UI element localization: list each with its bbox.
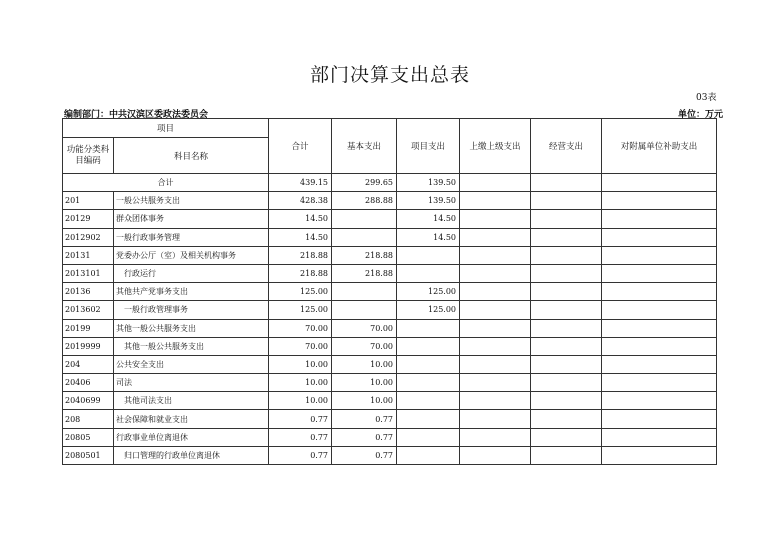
row-upper (460, 446, 531, 464)
row-total: 0.77 (269, 410, 332, 428)
table-row (63, 264, 717, 282)
header-total: 合计 (269, 119, 332, 174)
table-row (63, 228, 717, 246)
header-operating: 经营支出 (531, 119, 602, 174)
page-title: 部门决算支出总表 (309, 64, 470, 86)
table-row (63, 428, 717, 446)
header-item: 项目 (63, 119, 269, 138)
row-upper (460, 355, 531, 373)
row-name: 群众团体事务 (114, 210, 269, 228)
row-code: 2040699 (63, 392, 114, 410)
row-upper (460, 410, 531, 428)
row-basic: 10.00 (332, 392, 397, 410)
row-subsidy (602, 392, 717, 410)
row-code: 2013602 (63, 301, 114, 319)
header-func-code: 功能分类科目编码 (63, 138, 114, 174)
row-project: 125.00 (397, 301, 460, 319)
total-total: 439.15 (269, 174, 332, 192)
row-name: 其他司法支出 (114, 392, 269, 410)
row-name: 党委办公厅（室）及相关机构事务 (114, 246, 269, 264)
row-project (397, 428, 460, 446)
row-code: 20805 (63, 428, 114, 446)
row-upper (460, 210, 531, 228)
row-total: 14.50 (269, 228, 332, 246)
header-upper: 上缴上级支出 (460, 119, 531, 174)
row-total: 125.00 (269, 301, 332, 319)
row-project: 14.50 (397, 210, 460, 228)
row-code: 2019999 (63, 337, 114, 355)
row-project: 139.50 (397, 192, 460, 210)
total-project: 139.50 (397, 174, 460, 192)
row-basic: 0.77 (332, 428, 397, 446)
row-name: 行政事业单位离退休 (114, 428, 269, 446)
row-project: 14.50 (397, 228, 460, 246)
row-name: 行政运行 (114, 264, 269, 282)
table-row (63, 283, 717, 301)
row-operating (531, 228, 602, 246)
row-name: 社会保障和就业支出 (114, 410, 269, 428)
row-upper (460, 283, 531, 301)
row-code: 20129 (63, 210, 114, 228)
row-project (397, 410, 460, 428)
row-total: 125.00 (269, 283, 332, 301)
total-basic: 299.65 (332, 174, 397, 192)
row-operating (531, 337, 602, 355)
row-operating (531, 410, 602, 428)
table-row (63, 374, 717, 392)
row-project (397, 337, 460, 355)
row-subsidy (602, 210, 717, 228)
table-row (63, 192, 717, 210)
row-total: 14.50 (269, 210, 332, 228)
row-code: 20131 (63, 246, 114, 264)
row-code: 20136 (63, 283, 114, 301)
row-upper (460, 337, 531, 355)
row-project (397, 264, 460, 282)
row-name: 其他共产党事务支出 (114, 283, 269, 301)
row-upper (460, 428, 531, 446)
row-operating (531, 392, 602, 410)
table-row (63, 301, 717, 319)
row-project (397, 392, 460, 410)
row-project (397, 446, 460, 464)
row-basic: 218.88 (332, 246, 397, 264)
row-project (397, 319, 460, 337)
row-subsidy (602, 301, 717, 319)
row-name: 归口管理的行政单位离退休 (114, 446, 269, 464)
row-subsidy (602, 319, 717, 337)
total-upper (460, 174, 531, 192)
row-project (397, 246, 460, 264)
department-label: 编制部门：中共汉滨区委政法委员会 (64, 110, 209, 120)
row-operating (531, 210, 602, 228)
row-basic: 288.88 (332, 192, 397, 210)
row-name: 一般公共服务支出 (114, 192, 269, 210)
row-subsidy (602, 410, 717, 428)
header-subject-name: 科目名称 (114, 138, 269, 174)
row-upper (460, 374, 531, 392)
row-total: 428.38 (269, 192, 332, 210)
row-code: 2080501 (63, 446, 114, 464)
row-total: 218.88 (269, 246, 332, 264)
row-name: 一般行政事务管理 (114, 228, 269, 246)
row-operating (531, 283, 602, 301)
total-operating (531, 174, 602, 192)
row-code: 2013101 (63, 264, 114, 282)
row-operating (531, 374, 602, 392)
row-subsidy (602, 428, 717, 446)
header-project: 项目支出 (397, 119, 460, 174)
row-code: 204 (63, 355, 114, 373)
row-basic (332, 210, 397, 228)
row-name: 一般行政管理事务 (114, 301, 269, 319)
row-upper (460, 246, 531, 264)
row-operating (531, 301, 602, 319)
table-row (63, 355, 717, 373)
table-row (63, 337, 717, 355)
row-subsidy (602, 374, 717, 392)
table-code: 03表 (696, 93, 717, 103)
row-total: 0.77 (269, 428, 332, 446)
row-operating (531, 428, 602, 446)
row-project: 125.00 (397, 283, 460, 301)
row-upper (460, 301, 531, 319)
table-row (63, 446, 717, 464)
header-subsidy: 对附属单位补助支出 (602, 119, 717, 174)
row-operating (531, 264, 602, 282)
table-row (63, 210, 717, 228)
row-total: 10.00 (269, 374, 332, 392)
row-operating (531, 446, 602, 464)
row-basic: 70.00 (332, 319, 397, 337)
row-code: 20199 (63, 319, 114, 337)
row-upper (460, 228, 531, 246)
row-subsidy (602, 264, 717, 282)
row-subsidy (602, 337, 717, 355)
table-row (63, 410, 717, 428)
row-basic (332, 301, 397, 319)
row-total: 10.00 (269, 392, 332, 410)
row-total: 70.00 (269, 319, 332, 337)
total-label: 合计 (63, 174, 269, 192)
row-name: 其他一般公共服务支出 (114, 319, 269, 337)
row-basic: 0.77 (332, 446, 397, 464)
row-operating (531, 246, 602, 264)
row-basic (332, 228, 397, 246)
row-basic: 218.88 (332, 264, 397, 282)
row-basic (332, 283, 397, 301)
unit-label: 单位：万元 (678, 110, 724, 120)
row-code: 201 (63, 192, 114, 210)
row-subsidy (602, 246, 717, 264)
table-row (63, 246, 717, 264)
row-basic: 10.00 (332, 355, 397, 373)
row-upper (460, 192, 531, 210)
header-basic: 基本支出 (332, 119, 397, 174)
row-basic: 70.00 (332, 337, 397, 355)
row-total: 70.00 (269, 337, 332, 355)
row-total: 0.77 (269, 446, 332, 464)
row-code: 20406 (63, 374, 114, 392)
row-code: 208 (63, 410, 114, 428)
row-subsidy (602, 283, 717, 301)
row-basic: 10.00 (332, 374, 397, 392)
table-row (63, 319, 717, 337)
row-total: 218.88 (269, 264, 332, 282)
row-code: 2012902 (63, 228, 114, 246)
expenditure-table (62, 118, 717, 465)
row-upper (460, 392, 531, 410)
row-upper (460, 264, 531, 282)
row-operating (531, 319, 602, 337)
row-subsidy (602, 446, 717, 464)
row-subsidy (602, 192, 717, 210)
row-project (397, 374, 460, 392)
row-subsidy (602, 228, 717, 246)
row-name: 其他一般公共服务支出 (114, 337, 269, 355)
row-project (397, 355, 460, 373)
row-total: 10.00 (269, 355, 332, 373)
row-subsidy (602, 355, 717, 373)
row-name: 司法 (114, 374, 269, 392)
total-subsidy (602, 174, 717, 192)
row-name: 公共安全支出 (114, 355, 269, 373)
row-operating (531, 355, 602, 373)
row-upper (460, 319, 531, 337)
total-row (63, 174, 717, 192)
table-row (63, 392, 717, 410)
row-operating (531, 192, 602, 210)
row-basic: 0.77 (332, 410, 397, 428)
